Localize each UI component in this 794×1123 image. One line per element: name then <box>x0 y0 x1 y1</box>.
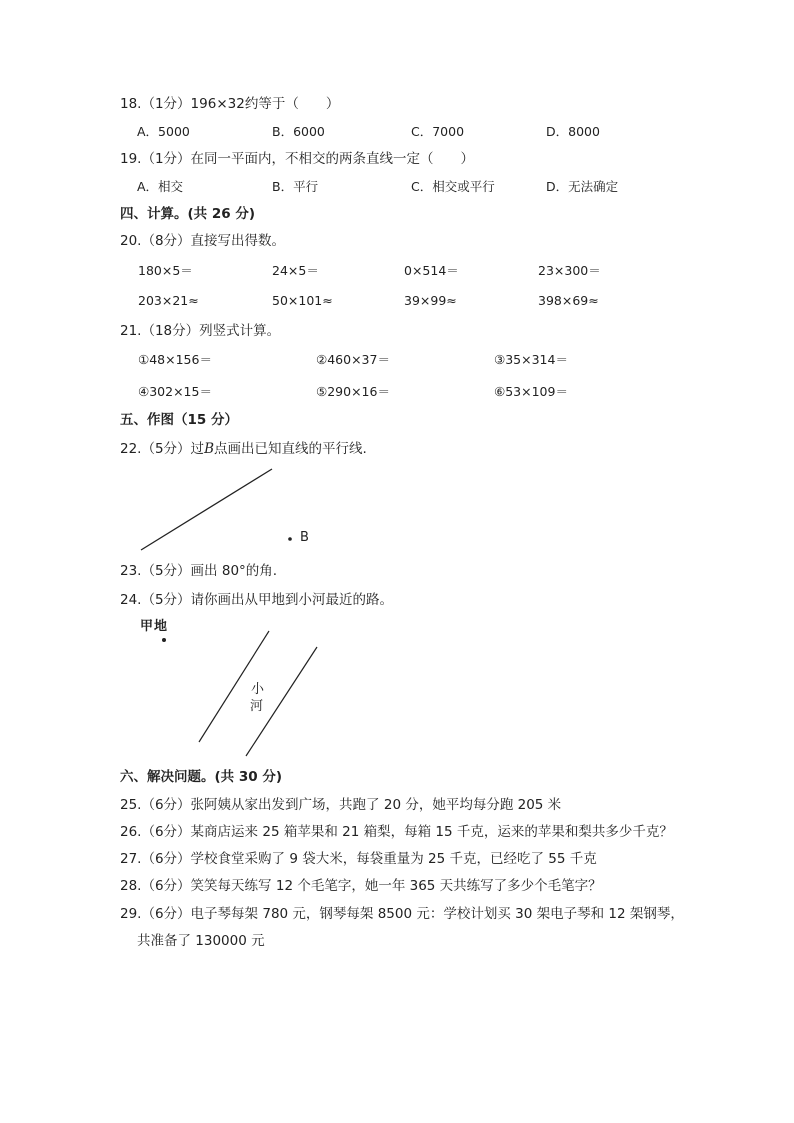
q18-option-b: B．6000 <box>272 124 325 139</box>
q22-stem-c: 点画出已知直线的平行线. <box>213 441 367 457</box>
q26-text: 26.（6分）某商店运来 25 箱苹果和 21 箱梨，每箱 15 千克，运来的苹果和梨共多少千克？ <box>120 824 673 840</box>
q21-item: ④302×15＝ <box>138 384 212 399</box>
q23-stem: 23.（5分）画出 80°的角. <box>120 563 278 579</box>
q27-text: 27.（6分）学校食堂采购了 9 袋大米，每袋重量为 25 千克，已经吃了 55 千克 <box>120 851 597 867</box>
q24-river-label-2: 河 <box>250 699 264 714</box>
q24-place-dot <box>162 638 166 642</box>
q20-item: 398×69≈ <box>538 293 599 308</box>
q22-point-name: B <box>204 441 214 457</box>
section-6-heading: 六、解决问题。(共 30 分) <box>120 769 283 785</box>
q22-given-line <box>141 469 272 550</box>
q22-stem-a: 22.（5分）过 <box>120 441 205 457</box>
q20-item: 203×21≈ <box>138 293 199 308</box>
q21-item: ⑥53×109＝ <box>494 384 568 399</box>
q20-stem: 20.（8分）直接写出得数。 <box>120 233 286 249</box>
q21-item: ③35×314＝ <box>494 352 568 367</box>
q18-option-d: D．8000 <box>546 124 600 139</box>
q20-item: 23×300＝ <box>538 263 601 278</box>
q19-option-a: A．相交 <box>137 179 184 194</box>
q28-text: 28.（6分）笑笑每天练写 12 个毛笔字，她一年 365 天共练写了多少个毛笔字？ <box>120 878 602 894</box>
q19-option-c: C．相交或平行 <box>411 179 495 194</box>
section-4-heading: 四、计算。(共 26 分) <box>120 206 256 222</box>
q24-river-label-1: 小 <box>251 682 265 697</box>
q21-item: ①48×156＝ <box>138 352 212 367</box>
q18-option-a: A．5000 <box>137 124 190 139</box>
q20-item: 39×99≈ <box>404 293 457 308</box>
q18-option-c: C．7000 <box>411 124 465 139</box>
q20-item: 24×5＝ <box>272 263 319 278</box>
q21-item: ②460×37＝ <box>316 352 390 367</box>
q20-item: 180×5＝ <box>138 263 193 278</box>
q19-option-d: D．无法确定 <box>546 179 619 194</box>
q24-place-label: 甲地 <box>140 619 169 634</box>
q21-item: ⑤290×16＝ <box>316 384 390 399</box>
q24-stem: 24.（5分）请你画出从甲地到小河最近的路。 <box>120 592 394 608</box>
q20-item: 0×514＝ <box>404 263 459 278</box>
q18-stem: 18.（1分）196×32约等于（ ） <box>120 96 340 112</box>
q29-line-2: 共准备了 130000 元 <box>137 933 265 949</box>
q25-text: 25.（6分）张阿姨从家出发到广场，共跑了 20 分，她平均每分跑 205 米 <box>120 797 562 813</box>
q22-point-label: B <box>300 530 309 545</box>
q29-line-1: 29.（6分）电子琴每架 780 元，钢琴每架 8500 元：学校计划买 30 架电子琴和 12 架钢琴， <box>120 906 684 922</box>
q22-point-b <box>288 537 292 541</box>
q19-stem: 19.（1分）在同一平面内，不相交的两条直线一定（ ） <box>120 151 475 167</box>
q21-stem: 21.（18分）列竖式计算。 <box>120 323 281 339</box>
q19-option-b: B．平行 <box>272 179 319 194</box>
section-5-heading: 五、作图（15 分） <box>120 412 238 428</box>
q20-item: 50×101≈ <box>272 293 333 308</box>
